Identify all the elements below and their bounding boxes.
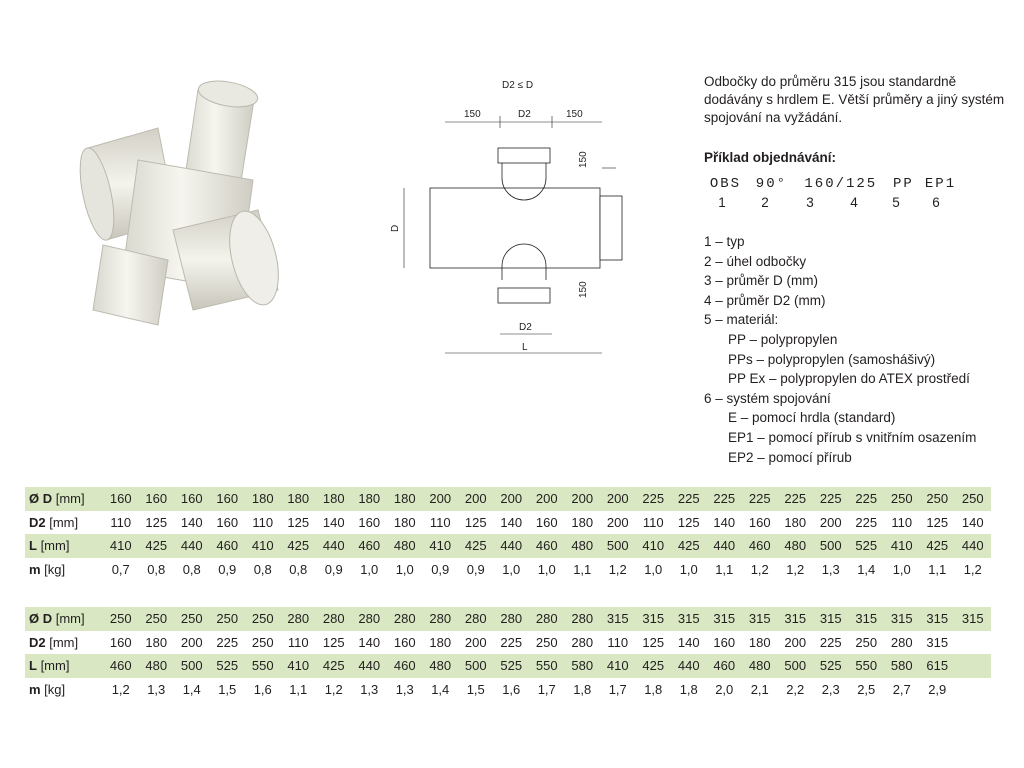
table-cell: 1,6 [253, 681, 272, 697]
table-cell: 1,1 [928, 561, 947, 577]
legend-item: PP – polypropylen [728, 331, 838, 347]
table-cell: 160 [103, 487, 139, 511]
table-cell: 410 [245, 534, 281, 558]
table-cell: 160 [216, 514, 239, 530]
table-cell: 160 [535, 514, 558, 530]
table-cell: 1,3 [821, 561, 840, 577]
table-cell: 250 [210, 607, 246, 631]
table-cell: 0,9 [466, 561, 485, 577]
table-cell: 480 [742, 654, 778, 678]
table-cell: 110 [642, 514, 664, 530]
table-cell: 140 [713, 514, 736, 530]
table-cell: 180 [571, 514, 594, 530]
table-cell: 1,7 [608, 681, 627, 697]
table-cell: 280 [387, 607, 423, 631]
technical-drawing [390, 70, 630, 370]
legend-item: 4 – průměr D2 (mm) [704, 292, 826, 308]
table-row [25, 607, 991, 631]
legend-item: 5 – materiál: [704, 312, 779, 328]
legend-item: E – pomocí hrdla (standard) [728, 410, 896, 426]
table-cell: 500 [600, 534, 636, 558]
table-cell: 200 [458, 487, 494, 511]
table-cell: 440 [352, 654, 388, 678]
row-label: D2 [mm] [29, 634, 79, 650]
order-code-number: 6 [932, 195, 940, 210]
table-cell: 160 [210, 487, 246, 511]
table-cell: 250 [139, 607, 175, 631]
table-cell: 500 [778, 654, 814, 678]
table-cell: 460 [529, 534, 565, 558]
table-cell: 1,2 [750, 561, 769, 577]
legend-item: EP1 – pomocí přírub s vnitřním osazením [728, 429, 977, 445]
table-cell: 180 [393, 514, 416, 530]
table-cell: 125 [926, 514, 949, 530]
dim-150-right: 150 [566, 109, 583, 120]
table-cell: 500 [813, 534, 849, 558]
table-cell: 250 [251, 634, 274, 650]
row-label: L [mm] [25, 654, 103, 678]
table-cell: 180 [387, 487, 423, 511]
table-cell: 1,1 [573, 561, 592, 577]
table-cell: 125 [322, 634, 345, 650]
table-cell: 500 [174, 654, 210, 678]
intro-text: Odbočky do průměru 315 jsou standardně dodávány s hrdlem E. Větší průměry a jiný systém spojování na vyžádání. [704, 74, 1005, 125]
table-cell: 200 [180, 634, 203, 650]
table-cell: 280 [890, 634, 913, 650]
table-cell: 1,0 [679, 561, 698, 577]
table-cell: 440 [671, 654, 707, 678]
table-cell: 1,1 [289, 681, 308, 697]
table-cell: 460 [742, 534, 778, 558]
order-code-part: OBS [709, 176, 742, 192]
table-cell: 2,7 [892, 681, 911, 697]
table-cell: 200 [494, 487, 530, 511]
table-cell: 200 [606, 514, 629, 530]
legend-item: EP2 – pomocí přírub [728, 449, 852, 465]
table-cell: 160 [174, 487, 210, 511]
table-cell: 1,2 [963, 561, 982, 577]
spec-table-1 [25, 487, 991, 581]
table-cell: 250 [245, 607, 281, 631]
table-cell: 425 [636, 654, 672, 678]
table-row [25, 487, 991, 511]
table-cell: 140 [677, 634, 700, 650]
table-cell: 315 [600, 607, 636, 631]
row-label: Ø D [mm] [25, 487, 103, 511]
table-cell: 280 [571, 634, 594, 650]
table-cell: 160 [358, 514, 381, 530]
table-cell: 1,8 [573, 681, 592, 697]
row-label: m [kg] [29, 561, 66, 577]
table-cell: 440 [707, 534, 743, 558]
table-cell: 140 [322, 514, 345, 530]
table-cell: 1,3 [147, 681, 166, 697]
table-cell: 250 [955, 487, 991, 511]
table-cell: 125 [642, 634, 665, 650]
table-cell: 440 [955, 534, 991, 558]
table-cell: 200 [565, 487, 601, 511]
table-cell: 250 [174, 607, 210, 631]
table-cell: 410 [103, 534, 139, 558]
table-cell: 315 [742, 607, 778, 631]
table-cell: 580 [565, 654, 601, 678]
table-cell: 410 [281, 654, 317, 678]
table-cell: 1,2 [111, 681, 130, 697]
table-cell: 160 [393, 634, 416, 650]
table-cell: 250 [884, 487, 920, 511]
table-cell: 1,0 [892, 561, 911, 577]
table-cell: 0,9 [431, 561, 450, 577]
table-cell: 225 [855, 514, 878, 530]
table-cell: 550 [245, 654, 281, 678]
table-cell: 250 [535, 634, 558, 650]
table-cell: 160 [713, 634, 736, 650]
row-label: L [mm] [25, 534, 103, 558]
table-cell: 315 [813, 607, 849, 631]
order-example-title: Příklad objednávání: [704, 150, 837, 165]
table-cell: 1,7 [537, 681, 556, 697]
order-code-part: 160/125 [804, 176, 878, 192]
order-example-code [702, 176, 962, 210]
table-cell: 480 [565, 534, 601, 558]
table-cell: 1,2 [608, 561, 627, 577]
dim-l: L [522, 342, 528, 353]
table-cell: 280 [423, 607, 459, 631]
order-code-part: PP [892, 176, 914, 192]
table-cell: 440 [316, 534, 352, 558]
table-row [25, 511, 991, 535]
table-cell: 200 [819, 514, 842, 530]
table-cell: 410 [423, 534, 459, 558]
table-cell: 0,7 [111, 561, 130, 577]
product-photo-cross-fitting [78, 70, 290, 332]
table-cell: 0,9 [218, 561, 237, 577]
table-cell: 180 [316, 487, 352, 511]
table-cell: 460 [103, 654, 139, 678]
order-code-number: 2 [761, 195, 769, 210]
table-cell: 410 [884, 534, 920, 558]
table-cell: 280 [494, 607, 530, 631]
table-cell: 440 [494, 534, 530, 558]
table-cell: 1,0 [644, 561, 663, 577]
table-cell: 1,0 [395, 561, 414, 577]
table-cell: 525 [813, 654, 849, 678]
table-cell: 0,8 [289, 561, 308, 577]
table-cell: 480 [778, 534, 814, 558]
table-cell: 480 [387, 534, 423, 558]
table-cell: 225 [216, 634, 239, 650]
table-row [25, 558, 991, 582]
table-cell: 425 [139, 534, 175, 558]
row-label: m [kg] [29, 681, 66, 697]
table-cell: 160 [109, 634, 132, 650]
order-legend [704, 232, 976, 467]
table-cell: 460 [352, 534, 388, 558]
table-cell: 140 [500, 514, 523, 530]
table-cell: 160 [748, 514, 771, 530]
drawing-label-d2-le-d: D2 ≤ D [502, 80, 534, 91]
table-cell: 280 [281, 607, 317, 631]
table-cell: 110 [607, 634, 629, 650]
table-cell: 1,0 [502, 561, 521, 577]
table-cell: 225 [742, 487, 778, 511]
table-row [25, 631, 991, 655]
order-code-number: 4 [850, 195, 858, 210]
table-cell: 1,0 [537, 561, 556, 577]
table-cell: 480 [423, 654, 459, 678]
table-cell: 425 [281, 534, 317, 558]
table-cell: 460 [707, 654, 743, 678]
table-cell: 225 [636, 487, 672, 511]
dim-d-side: D [390, 224, 401, 232]
order-code-number: 5 [892, 195, 900, 210]
table-cell: 280 [529, 607, 565, 631]
table-cell: 2,0 [715, 681, 734, 697]
table-row [25, 534, 991, 558]
table-row [25, 654, 991, 678]
legend-item: PPs – polypropylen (samoshášivý) [728, 351, 936, 367]
table-cell: 1,4 [182, 681, 201, 697]
table-cell: 460 [210, 534, 246, 558]
table-cell: 315 [920, 607, 956, 631]
table-cell: 280 [352, 607, 388, 631]
order-code-number: 1 [718, 195, 726, 210]
table-cell: 225 [671, 487, 707, 511]
table-cell: 0,9 [324, 561, 343, 577]
table-cell: 125 [287, 514, 310, 530]
dim-150-upper: 150 [578, 151, 589, 168]
table-cell: 225 [819, 634, 842, 650]
table-cell: 1,3 [395, 681, 414, 697]
table-cell: 315 [926, 634, 949, 650]
table-cell: 1,8 [679, 681, 698, 697]
table-cell: 180 [352, 487, 388, 511]
table-cell: 200 [464, 634, 487, 650]
table-cell: 525 [210, 654, 246, 678]
table-cell: 525 [849, 534, 885, 558]
table-cell: 440 [174, 534, 210, 558]
table-cell: 315 [671, 607, 707, 631]
table-cell: 500 [458, 654, 494, 678]
table-cell [955, 678, 991, 702]
dim-150-left: 150 [464, 109, 481, 120]
table-cell: 225 [707, 487, 743, 511]
table-cell: 315 [955, 607, 991, 631]
table-cell: 125 [145, 514, 168, 530]
table-cell: 180 [429, 634, 452, 650]
table-cell: 200 [784, 634, 807, 650]
table-cell: 425 [920, 534, 956, 558]
table-cell: 2,9 [928, 681, 947, 697]
spec-table-2 [25, 607, 991, 701]
table-cell: 1,1 [715, 561, 734, 577]
table-cell: 615 [920, 654, 956, 678]
table-cell: 2,5 [857, 681, 876, 697]
legend-item: PP Ex – polypropylen do ATEX prostředí [728, 371, 970, 387]
table-cell: 225 [778, 487, 814, 511]
table-cell: 0,8 [147, 561, 166, 577]
table-cell: 315 [884, 607, 920, 631]
table-cell: 180 [281, 487, 317, 511]
table-cell: 280 [458, 607, 494, 631]
table-cell: 280 [316, 607, 352, 631]
order-code-part: EP1 [924, 176, 957, 192]
table-cell: 110 [287, 634, 309, 650]
table-cell: 2,3 [821, 681, 840, 697]
table-cell: 525 [494, 654, 530, 678]
table-cell: 250 [920, 487, 956, 511]
table-cell: 110 [110, 514, 132, 530]
table-cell: 410 [600, 654, 636, 678]
table-cell: 315 [636, 607, 672, 631]
table-cell: 315 [707, 607, 743, 631]
table-cell: 200 [423, 487, 459, 511]
table-cell: 1,0 [360, 561, 379, 577]
table-cell: 125 [464, 514, 487, 530]
table-cell: 425 [316, 654, 352, 678]
table-cell [955, 631, 991, 655]
table-cell: 200 [600, 487, 636, 511]
table-cell: 2,1 [750, 681, 769, 697]
table-cell: 0,8 [182, 561, 201, 577]
table-cell: 1,4 [431, 681, 450, 697]
table-cell: 180 [748, 634, 771, 650]
table-cell: 1,3 [360, 681, 379, 697]
table-row [25, 678, 991, 702]
row-label: Ø D [mm] [25, 607, 103, 631]
table-cell: 225 [849, 487, 885, 511]
table-cell: 140 [961, 514, 984, 530]
table-cell: 225 [813, 487, 849, 511]
dim-150-lower: 150 [578, 281, 589, 298]
row-label: D2 [mm] [29, 514, 79, 530]
table-cell: 2,2 [786, 681, 805, 697]
table-cell: 280 [565, 607, 601, 631]
table-cell: 1,5 [466, 681, 485, 697]
table-cell: 1,5 [218, 681, 237, 697]
table-cell: 0,8 [253, 561, 272, 577]
table-cell: 550 [529, 654, 565, 678]
legend-item: 1 – typ [704, 234, 745, 249]
dim-d2-bottom: D2 [519, 322, 532, 333]
table-cell: 315 [849, 607, 885, 631]
table-cell: 250 [855, 634, 878, 650]
table-cell: 110 [429, 514, 451, 530]
table-cell: 1,4 [857, 561, 876, 577]
legend-item: 6 – systém spojování [704, 390, 831, 406]
table-cell: 180 [784, 514, 807, 530]
table-cell: 1,8 [644, 681, 663, 697]
table-cell: 140 [180, 514, 203, 530]
table-cell: 250 [103, 607, 139, 631]
table-cell [955, 654, 991, 678]
table-cell: 580 [884, 654, 920, 678]
table-cell: 410 [636, 534, 672, 558]
order-code-part: 90° [755, 176, 788, 192]
table-cell: 1,2 [786, 561, 805, 577]
table-cell: 125 [677, 514, 700, 530]
table-cell: 480 [139, 654, 175, 678]
table-cell: 160 [139, 487, 175, 511]
order-code-number: 3 [806, 195, 814, 210]
table-cell: 550 [849, 654, 885, 678]
table-cell: 180 [145, 634, 168, 650]
legend-item: 2 – úhel odbočky [704, 253, 807, 269]
legend-item: 3 – průměr D (mm) [704, 273, 819, 289]
table-cell: 110 [891, 514, 913, 530]
table-cell: 110 [252, 514, 274, 530]
table-cell: 460 [387, 654, 423, 678]
dim-d2-top: D2 [518, 109, 531, 120]
table-cell: 200 [529, 487, 565, 511]
table-cell: 225 [500, 634, 523, 650]
table-cell: 315 [778, 607, 814, 631]
table-cell: 1,2 [324, 681, 343, 697]
table-cell: 1,6 [502, 681, 521, 697]
table-cell: 180 [245, 487, 281, 511]
table-cell: 140 [358, 634, 381, 650]
table-cell: 425 [458, 534, 494, 558]
table-cell: 425 [671, 534, 707, 558]
